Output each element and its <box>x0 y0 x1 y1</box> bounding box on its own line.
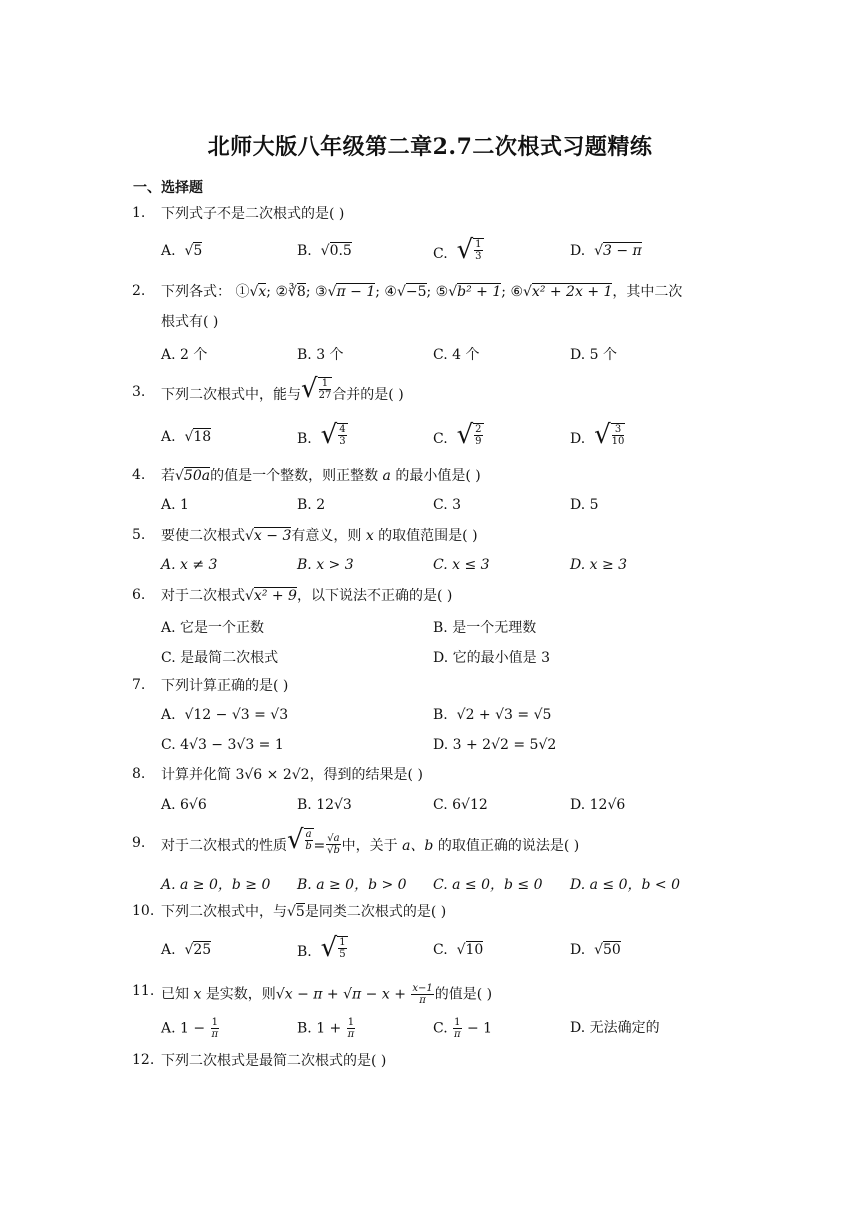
option-d[interactable]: D. 12√6 <box>570 797 626 813</box>
question-number: 10. <box>132 903 155 919</box>
page-title: 北师大版八年级第二章2.7二次根式习题精练 <box>207 134 653 160</box>
option-a[interactable]: A. √5 <box>161 243 203 259</box>
question-3 <box>132 376 742 461</box>
option-a[interactable]: A. 它是一个正数 <box>161 620 265 636</box>
section-heading: 一、选择题 <box>133 180 203 196</box>
question-number: 8. <box>132 766 146 782</box>
option-b[interactable]: B. x > 3 <box>297 557 354 573</box>
option-c[interactable]: C. 3 <box>433 497 462 513</box>
question-6 <box>132 587 742 667</box>
option-c[interactable]: C. 4 个 <box>433 347 480 363</box>
option-c[interactable]: C. 4√3 − 3√3 = 1 <box>161 737 284 753</box>
question-number: 4. <box>132 467 146 483</box>
option-a[interactable]: A. √25 <box>161 942 212 958</box>
option-d[interactable]: D. 5 <box>570 497 599 513</box>
option-d[interactable]: D. 无法确定的 <box>570 1020 660 1036</box>
question-number: 3. <box>132 384 146 400</box>
option-b[interactable]: B. 1 + $\frac{1}{\pi}$ <box>297 1017 355 1040</box>
question-number: 12. <box>132 1052 155 1068</box>
option-a[interactable]: A. 1 <box>161 497 189 513</box>
option-c[interactable]: C. √10 <box>433 942 484 958</box>
option-c[interactable]: C. √ $\frac{1}{3}$ <box>433 235 482 265</box>
option-a[interactable]: A. x ≠ 3 <box>161 557 218 573</box>
option-c[interactable]: C. a ≤ 0，b ≤ 0 <box>433 877 543 893</box>
option-b[interactable]: B. √ $\frac{1}{5}$ <box>297 933 346 963</box>
option-d[interactable]: D. 5 个 <box>570 347 617 363</box>
option-a[interactable]: A. 1 − $\frac{1}{\pi}$ <box>161 1017 219 1040</box>
question-text: 下列计算正确的是( ) <box>161 678 289 694</box>
option-b[interactable]: B. a ≥ 0，b > 0 <box>297 877 407 893</box>
question-12 <box>132 1052 742 1076</box>
question-2 <box>132 283 742 363</box>
option-b[interactable]: B. 是一个无理数 <box>433 620 537 636</box>
question-number: 9. <box>132 835 146 851</box>
question-text: 下列二次根式中，能与 √ $\frac{1}{27}$ 合并的是( ) <box>161 374 404 404</box>
option-d[interactable]: D. 3 + 2√2 = 5√2 <box>433 737 557 753</box>
question-number: 7. <box>132 677 146 693</box>
option-b[interactable]: B. 2 <box>297 497 326 513</box>
option-c[interactable]: C. √ $\frac{2}{9}$ <box>433 420 482 450</box>
question-number: 2. <box>132 283 146 299</box>
option-d[interactable]: D. a ≤ 0，b < 0 <box>570 877 681 893</box>
option-d[interactable]: D. √3 − π <box>570 243 642 259</box>
option-b[interactable]: B. √2 + √3 = √5 <box>433 707 552 723</box>
question-text: 下列二次根式是最简二次根式的是( ) <box>161 1053 387 1069</box>
option-c[interactable]: C. $\frac{1}{\pi}$ − 1 <box>433 1017 493 1040</box>
option-b[interactable]: B. √ $\frac{4}{3}$ <box>297 420 346 450</box>
question-text: 下列式子不是二次根式的是( ) <box>161 206 345 222</box>
option-c[interactable]: C. x ≤ 3 <box>433 557 490 573</box>
question-5 <box>132 527 742 577</box>
option-d[interactable]: D. x ≥ 3 <box>570 557 628 573</box>
question-10 <box>132 903 742 973</box>
question-number: 11. <box>132 983 155 999</box>
option-a[interactable]: A. 6√6 <box>161 797 207 813</box>
option-d[interactable]: D. √ $\frac{3}{10}$ <box>570 420 625 450</box>
option-b[interactable]: B. 3 个 <box>297 347 344 363</box>
option-d[interactable]: D. √50 <box>570 942 621 958</box>
question-text: 对于二次根式√x² + 9，以下说法不正确的是( ) <box>161 588 453 604</box>
question-7 <box>132 677 742 757</box>
question-text: 计算并化简 3√6 × 2√2，得到的结果是( ) <box>161 767 423 783</box>
question-number: 5. <box>132 527 146 543</box>
question-text: 对于二次根式的性质 √ $\frac{a}{b}$ = $\frac{√a}{√b}$ 中，关于 a、b 的取值正确的说法是( ) <box>161 825 580 856</box>
question-4 <box>132 467 742 517</box>
option-a[interactable]: A. √12 − √3 = √3 <box>161 707 289 723</box>
option-c[interactable]: C. 是最简二次根式 <box>161 650 279 666</box>
question-1 <box>132 205 742 275</box>
question-text: 下列各式： ①√x; ②∛8; ③√π − 1; ④√−5; ⑤√b² + 1; ⑥√x² + 2x + 1，其中二次 根式有( ) <box>161 284 683 330</box>
option-d[interactable]: D. 它的最小值是 3 <box>433 650 550 666</box>
question-number: 1. <box>132 205 146 221</box>
question-text: 要使二次根式√x − 3有意义，则 x 的取值范围是( ) <box>161 528 478 544</box>
option-a[interactable]: A. a ≥ 0，b ≥ 0 <box>161 877 271 893</box>
option-b[interactable]: B. √0.5 <box>297 243 352 259</box>
question-8 <box>132 766 742 816</box>
question-number: 6. <box>132 587 146 603</box>
option-a[interactable]: A. √18 <box>161 429 212 445</box>
option-b[interactable]: B. 12√3 <box>297 797 352 813</box>
option-a[interactable]: A. 2 个 <box>161 347 208 363</box>
question-9 <box>132 827 742 897</box>
question-11 <box>132 983 742 1043</box>
question-text: 已知 x 是实数，则√x − π + √π − x + $\frac{x-1}{\pi}$ 的值是( ) <box>161 983 493 1006</box>
question-text: 若√50a的值是一个整数，则正整数 a 的最小值是( ) <box>161 468 481 484</box>
question-text: 下列二次根式中，与√5是同类二次根式的是( ) <box>161 904 447 920</box>
option-c[interactable]: C. 6√12 <box>433 797 488 813</box>
